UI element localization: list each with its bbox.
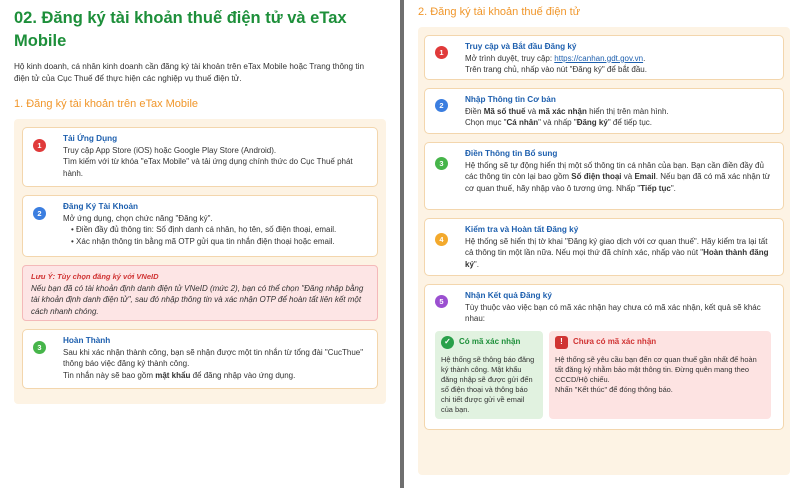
step-text: Hệ thống sẽ tự động hiển thị một số thông tin cá nhân của bạn. Bạn cần điền đầy đủ các thông tin còn lại bao gồm Số điện thoại và Email. Nếu bạn đã có mã xác nhận từ cơ quan thuế, hãy nhập vào ô tương ứng. Nhấp "Tiếp tục". xyxy=(465,160,771,193)
bullet-item: • Điền đầy đủ thông tin: Số định danh cá nhân, họ tên, số điện thoại, email. xyxy=(71,224,369,236)
result-no-code xyxy=(549,331,771,419)
step-title: Điền Thông tin Bổ sung xyxy=(465,149,558,158)
step-text: Mở trình duyệt, truy cập: https://canhan.gdt.gov.vn. xyxy=(465,53,646,63)
result-has-code xyxy=(435,331,543,419)
note-text: Nếu bạn đã có tài khoản định danh điện tử VNeID (mức 2), bạn có thể chọn "Đăng nhập bằng tài khoản định danh điện tử", sau đó nhập thông tin và xác nhận OTP để hoàn tất liên kết một cách nhanh chóng. xyxy=(31,283,364,316)
portal-step-2 xyxy=(424,88,784,134)
document-title: 02. Đăng ký tài khoản thuế điện tử và eTax Mobile xyxy=(14,9,347,50)
step-title: Kiểm tra và Hoàn tất Đăng ký xyxy=(465,225,579,234)
step-number-badge: 1 xyxy=(33,139,46,152)
result-text: Nhấn "Kết thúc" để đóng thông báo. xyxy=(555,384,673,394)
vneid-note xyxy=(22,265,378,321)
step-number-badge: 3 xyxy=(435,157,448,170)
result-head: ! Chưa có mã xác nhận xyxy=(555,336,765,349)
step-number-badge: 1 xyxy=(435,46,448,59)
step-number-badge: 5 xyxy=(435,295,448,308)
section-title-etax: 1. Đăng ký tài khoản trên eTax Mobile xyxy=(14,98,199,110)
step-title: Đăng Ký Tài Khoản xyxy=(63,202,139,211)
step-text: Truy cập App Store (iOS) hoặc Google Play Store (Android). xyxy=(63,145,277,155)
step-text: Chọn mục "Cá nhân" và nhấp "Đăng ký" để tiếp tục. xyxy=(465,118,653,127)
right-page xyxy=(404,0,806,488)
step-text: Trên trang chủ, nhấp vào nút "Đăng ký" để bắt đầu. xyxy=(465,65,647,74)
bullet-item: • Xác nhận thông tin bằng mã OTP gửi qua tin nhắn điện thoại hoặc email. xyxy=(71,236,369,248)
step-text: Tin nhắn này sẽ bao gồm mật khẩu để đăng nhập vào ứng dụng. xyxy=(63,370,296,380)
section-title-portal: 2. Đăng ký tài khoản thuế điện tử xyxy=(418,6,581,18)
etax-steps-panel xyxy=(14,119,386,404)
step-title: Hoàn Thành xyxy=(63,336,111,345)
step-title: Nhận Kết quả Đăng ký xyxy=(465,291,552,300)
step-text: Tùy thuộc vào việc bạn có mã xác nhận hay chưa có mã xác nhận, kết quả sẽ khác nhau: xyxy=(465,302,761,323)
step-number-badge: 2 xyxy=(33,207,46,220)
portal-link[interactable]: https://canhan.gdt.gov.vn xyxy=(554,53,644,63)
result-boxes xyxy=(435,331,775,419)
portal-step-5 xyxy=(424,284,784,430)
step-number-badge: 4 xyxy=(435,233,448,246)
result-text: Hệ thống sẽ thông báo đăng ký thành công. Mật khẩu đăng nhập sẽ được gửi đến số điện thoại và thông báo chi tiết được gửi về email của bạn. xyxy=(441,354,535,414)
warning-icon: ! xyxy=(555,336,568,349)
portal-step-1 xyxy=(424,35,784,80)
etax-step-2 xyxy=(22,195,378,257)
portal-step-4 xyxy=(424,218,784,276)
note-title: Lưu Ý: Tùy chọn đăng ký với VNeID xyxy=(31,272,159,281)
portal-steps-panel xyxy=(418,27,790,475)
step-number-badge: 3 xyxy=(33,341,46,354)
intro-paragraph: Hộ kinh doanh, cá nhân kinh doanh cần đăng ký tài khoản trên eTax Mobile hoặc Trang thông tin điện tử của Cục Thuế để thực hiện các nghiệp vụ thuế điện tử. xyxy=(14,62,365,83)
result-text: Hệ thống sẽ yêu cầu bạn đến cơ quan thuế gần nhất để hoàn tất đăng ký nhằm bảo mật thông tin. Đừng quên mang theo CCCD/Hộ chiếu. xyxy=(555,354,757,384)
step-number-badge: 2 xyxy=(435,99,448,112)
step-text: Hệ thống sẽ hiển thị tờ khai "Đăng ký giao dịch với cơ quan thuế". Hãy kiểm tra lại tất cả thông tin một lần nữa. Nếu mọi thứ đã chính xác, nhấp vào nút "Hoàn thành đăng ký". xyxy=(465,236,769,269)
result-head: ✓ Có mã xác nhận xyxy=(441,336,537,349)
check-circle-icon: ✓ xyxy=(441,336,454,349)
portal-step-3 xyxy=(424,142,784,210)
etax-step-3 xyxy=(22,329,378,389)
left-page xyxy=(0,0,400,488)
step-title: Tải Ứng Dụng xyxy=(63,134,118,143)
step-bullet-list xyxy=(63,224,369,247)
step-title: Truy cập và Bắt đầu Đăng ký xyxy=(465,42,577,51)
step-text: Điền Mã số thuế và mã xác nhận hiển thị trên màn hình. xyxy=(465,106,669,116)
step-text: Sau khi xác nhận thành công, bạn sẽ nhận được một tin nhắn từ tổng đài "CucThue" thông báo việc đăng ký thành công. xyxy=(63,347,364,368)
step-title: Nhập Thông tin Cơ bản xyxy=(465,95,556,104)
etax-step-1 xyxy=(22,127,378,187)
step-text: Tìm kiếm với từ khóa "eTax Mobile" và tải ứng dụng chính thức do Cục Thuế phát hành. xyxy=(63,157,353,178)
step-text: Mở ứng dụng, chọn chức năng "Đăng ký". xyxy=(63,213,213,223)
